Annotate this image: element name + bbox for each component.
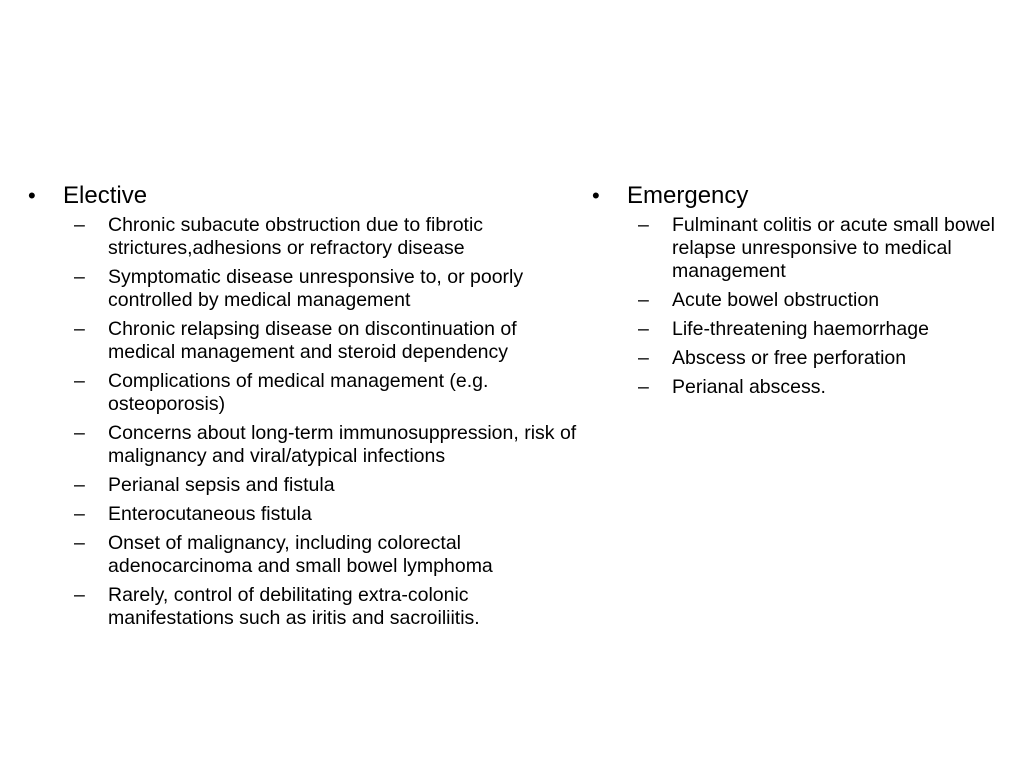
dash-icon: – — [638, 347, 649, 369]
dash-icon: – — [74, 370, 85, 392]
elective-column — [28, 180, 588, 636]
list-item-text: Concerns about long-term immunosuppression, risk of malignancy and viral/atypical infections — [108, 422, 577, 467]
list-item-text: Abscess or free perforation — [672, 347, 907, 369]
elective-bullet — [28, 180, 588, 212]
dash-icon: – — [638, 376, 649, 398]
dash-icon: – — [638, 289, 649, 311]
elective-list — [28, 214, 588, 630]
emergency-column — [592, 180, 1002, 405]
list-item-text: Fulminant colitis or acute small bowel relapse unresponsive to medical management — [672, 214, 995, 282]
dash-icon: – — [74, 532, 85, 554]
list-item-text: Perianal abscess. — [672, 376, 826, 398]
list-item — [74, 266, 588, 312]
dash-icon: – — [74, 503, 85, 525]
list-item-text: Onset of malignancy, including colorectal adenocarcinoma and small bowel lymphoma — [108, 532, 493, 577]
list-item-text: Complications of medical management (e.g. osteoporosis) — [108, 370, 489, 415]
bullet-icon: • — [28, 183, 36, 208]
list-item-text: Life-threatening haemorrhage — [672, 318, 929, 340]
bullet-icon: • — [592, 183, 600, 208]
list-item-text: Symptomatic disease unresponsive to, or poorly controlled by medical management — [108, 266, 524, 311]
list-item — [638, 289, 1002, 312]
list-item — [74, 370, 588, 416]
list-item — [638, 376, 1002, 399]
elective-heading: Elective — [63, 182, 148, 209]
dash-icon: – — [74, 474, 85, 496]
dash-icon: – — [74, 214, 85, 236]
list-item — [74, 214, 588, 260]
dash-icon: – — [638, 318, 649, 340]
dash-icon: – — [74, 266, 85, 288]
list-item-text: Perianal sepsis and fistula — [108, 474, 335, 496]
list-item-text: Rarely, control of debilitating extra-colonic manifestations such as iritis and sacroiliitis. — [108, 584, 480, 629]
dash-icon: – — [74, 584, 85, 606]
list-item — [74, 318, 588, 364]
list-item — [74, 474, 588, 497]
emergency-bullet — [592, 180, 1002, 212]
list-item — [74, 503, 588, 526]
list-item — [74, 422, 588, 468]
list-item — [74, 532, 588, 578]
dash-icon: – — [74, 318, 85, 340]
list-item-text: Chronic subacute obstruction due to fibrotic strictures,adhesions or refractory disease — [108, 214, 484, 259]
emergency-heading: Emergency — [627, 182, 749, 209]
list-item — [638, 347, 1002, 370]
list-item — [638, 214, 1002, 283]
list-item-text: Acute bowel obstruction — [672, 289, 880, 311]
list-item-text: Chronic relapsing disease on discontinuation of medical management and steroid dependency — [108, 318, 517, 363]
emergency-list — [592, 214, 1002, 399]
dash-icon: – — [74, 422, 85, 444]
list-item — [74, 584, 588, 630]
dash-icon: – — [638, 214, 649, 236]
list-item — [638, 318, 1002, 341]
list-item-text: Enterocutaneous fistula — [108, 503, 312, 525]
